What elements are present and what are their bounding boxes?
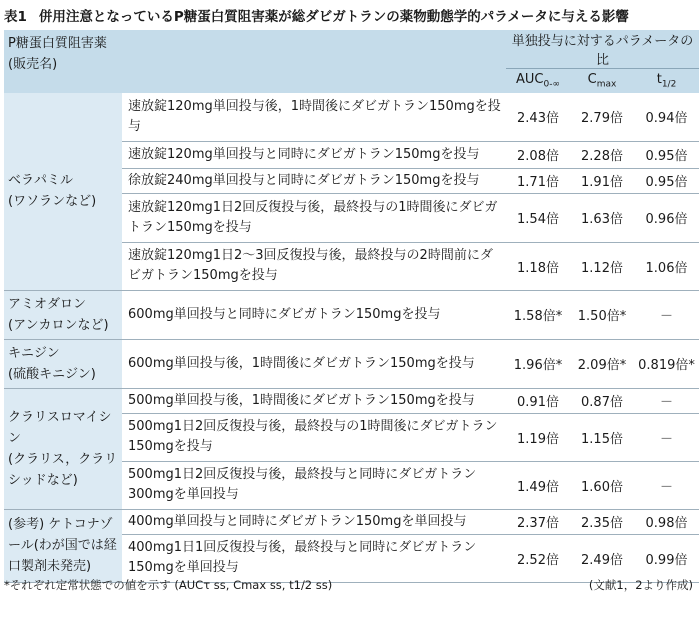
thalf-cell: － bbox=[634, 290, 699, 339]
thalf-cell: 0.94倍 bbox=[634, 93, 699, 141]
thalf-cell: － bbox=[634, 461, 699, 509]
cmax-cell: 1.60倍 bbox=[570, 461, 634, 509]
auc-cell: 0.91倍 bbox=[506, 388, 570, 413]
condition-cell: 速放錠120mg1日2回反復投与後，最終投与の1時間後にダビガトラン150mgを投与 bbox=[122, 193, 506, 242]
auc-cell: 1.96倍* bbox=[506, 339, 570, 388]
auc-cell: 1.19倍 bbox=[506, 413, 570, 461]
condition-cell: 600mg単回投与と同時にダビガトラン150mgを投与 bbox=[122, 290, 506, 339]
condition-cell: 600mg単回投与後，1時間後にダビガトラン150mgを投与 bbox=[122, 339, 506, 388]
thalf-cell: 0.95倍 bbox=[634, 141, 699, 168]
table-caption: 併用注意となっているP糖蛋白質阻害薬が総ダビガトランの薬物動態学的パラメータに与える影響 bbox=[38, 9, 629, 25]
cmax-cell: 2.35倍 bbox=[570, 509, 634, 534]
cmax-cell: 1.15倍 bbox=[570, 413, 634, 461]
condition-cell: 速放錠120mg単回投与後，1時間後にダビガトラン150mgを投与 bbox=[122, 93, 506, 141]
auc-cell: 2.43倍 bbox=[506, 93, 570, 141]
table-row bbox=[4, 93, 699, 141]
thalf-cell: － bbox=[634, 388, 699, 413]
header-cmax: $C_{max}$ bbox=[570, 69, 634, 94]
condition-cell: 400mg1日1回反復投与後，最終投与と同時にダビガトラン150mgを単回投与 bbox=[122, 534, 506, 582]
table-row bbox=[4, 509, 699, 534]
cmax-cell: 1.50倍* bbox=[570, 290, 634, 339]
thalf-cell: 0.96倍 bbox=[634, 193, 699, 242]
condition-cell: 500mg単回投与後，1時間後にダビガトラン150mgを投与 bbox=[122, 388, 506, 413]
header-drug bbox=[4, 30, 506, 93]
condition-cell: 速放錠120mg単回投与と同時にダビガトラン150mgを投与 bbox=[122, 141, 506, 168]
header-auc: $AUC_{0-\infty}$ bbox=[506, 69, 570, 94]
drug-name-cell: ベラパミル (ワソランなど) bbox=[4, 93, 122, 290]
cmax-cell: 2.79倍 bbox=[570, 93, 634, 141]
footnote: *それぞれ定常状態での値を示す (AUCτ ss, Cmax ss, t1/2 ss) bbox=[4, 578, 333, 592]
cmax-cell: 2.28倍 bbox=[570, 141, 634, 168]
table-row bbox=[4, 339, 699, 388]
thalf-cell: 0.819倍* bbox=[634, 339, 699, 388]
auc-cell: 1.18倍 bbox=[506, 242, 570, 290]
auc-cell: 1.54倍 bbox=[506, 193, 570, 242]
header-ratio-group: 単独投与に対するパラメータの比 bbox=[506, 30, 699, 69]
condition-cell: 400mg単回投与と同時にダビガトラン150mgを単回投与 bbox=[122, 509, 506, 534]
cmax-cell: 0.87倍 bbox=[570, 388, 634, 413]
table-row bbox=[4, 388, 699, 413]
drug-name-cell: アミオダロン (アンカロンなど) bbox=[4, 290, 122, 339]
table-row bbox=[4, 290, 699, 339]
auc-cell: 1.49倍 bbox=[506, 461, 570, 509]
condition-cell: 500mg1日2回反復投与後，最終投与と同時にダビガトラン300mgを単回投与 bbox=[122, 461, 506, 509]
drug-name-cell: クラリスロマイシン (クラリス，クラリシッドなど) bbox=[4, 388, 122, 509]
thalf-cell: 0.99倍 bbox=[634, 534, 699, 582]
auc-cell: 2.08倍 bbox=[506, 141, 570, 168]
cmax-cell: 1.63倍 bbox=[570, 193, 634, 242]
drug-name-cell: (参考) ケトコナゾール(わが国では経口製剤未発売) bbox=[4, 509, 122, 582]
thalf-cell: 0.98倍 bbox=[634, 509, 699, 534]
drug-name-cell: キニジン (硫酸キニジン) bbox=[4, 339, 122, 388]
cmax-cell: 2.09倍* bbox=[570, 339, 634, 388]
condition-cell: 徐放錠240mg単回投与と同時にダビガトラン150mgを投与 bbox=[122, 168, 506, 193]
cmax-cell: 2.49倍 bbox=[570, 534, 634, 582]
source-note: (文献1，2より作成) bbox=[588, 578, 693, 592]
thalf-cell: 1.06倍 bbox=[634, 242, 699, 290]
table-body bbox=[4, 93, 699, 582]
cmax-cell: 1.12倍 bbox=[570, 242, 634, 290]
auc-cell: 2.52倍 bbox=[506, 534, 570, 582]
pk-parameter-table bbox=[4, 30, 699, 583]
auc-cell: 1.58倍* bbox=[506, 290, 570, 339]
thalf-cell: － bbox=[634, 413, 699, 461]
thalf-cell: 0.95倍 bbox=[634, 168, 699, 193]
auc-cell: 1.71倍 bbox=[506, 168, 570, 193]
auc-cell: 2.37倍 bbox=[506, 509, 570, 534]
cmax-cell: 1.91倍 bbox=[570, 168, 634, 193]
table-number: 表1 bbox=[4, 9, 27, 25]
condition-cell: 500mg1日2回反復投与後，最終投与の1時間後にダビガトラン150mgを投与 bbox=[122, 413, 506, 461]
table-title bbox=[4, 5, 629, 25]
header-drug-label: P糖蛋白質阻害薬 (販売名) bbox=[8, 36, 107, 72]
condition-cell: 速放錠120mg1日2～3回反復投与後，最終投与の2時間前にダビガトラン150mgを投与 bbox=[122, 242, 506, 290]
header-thalf: $t_{1/2}$ bbox=[634, 69, 699, 94]
